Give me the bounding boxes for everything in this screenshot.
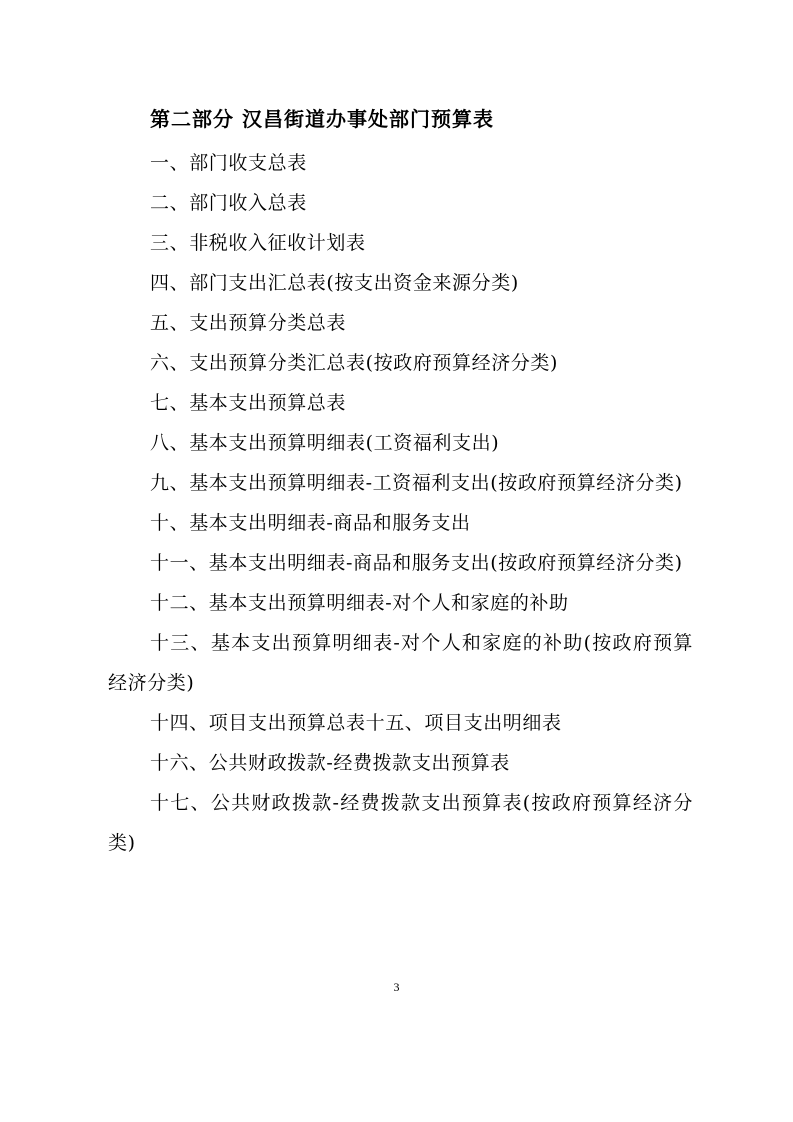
list-item: 十、基本支出明细表-商品和服务支出 bbox=[150, 512, 471, 534]
list-item: 十七、公共财政拨款-经费拨款支出预算表(按政府预算经济分类) bbox=[108, 792, 693, 854]
list-item: 三、非税收入征收计划表 bbox=[150, 232, 366, 254]
list-item: 一、部门收支总表 bbox=[150, 152, 307, 174]
list-item: 六、支出预算分类汇总表(按政府预算经济分类) bbox=[150, 352, 559, 374]
list-item: 十二、基本支出预算明细表-对个人和家庭的补助 bbox=[150, 592, 569, 614]
list-item: 五、支出预算分类总表 bbox=[150, 312, 347, 334]
list-item: 二、部门收入总表 bbox=[150, 192, 307, 214]
list-item: 十一、基本支出明细表-商品和服务支出(按政府预算经济分类) bbox=[150, 552, 683, 574]
page-number: 3 bbox=[393, 980, 400, 994]
list-item: 七、基本支出预算总表 bbox=[150, 392, 347, 414]
list-item: 八、基本支出预算明细表(工资福利支出) bbox=[150, 432, 500, 454]
list-item: 十六、公共财政拨款-经费拨款支出预算表 bbox=[150, 752, 510, 774]
list-item: 十四、项目支出预算总表十五、项目支出明细表 bbox=[150, 712, 562, 734]
list-item: 十三、基本支出预算明细表-对个人和家庭的补助(按政府预算经济分类) bbox=[108, 632, 693, 694]
table-list bbox=[108, 143, 693, 863]
list-item: 四、部门支出汇总表(按支出资金来源分类) bbox=[150, 272, 519, 294]
list-item: 九、基本支出预算明细表-工资福利支出(按政府预算经济分类) bbox=[150, 472, 683, 494]
section-title: 第二部分 汉昌街道办事处部门预算表 bbox=[150, 107, 494, 131]
